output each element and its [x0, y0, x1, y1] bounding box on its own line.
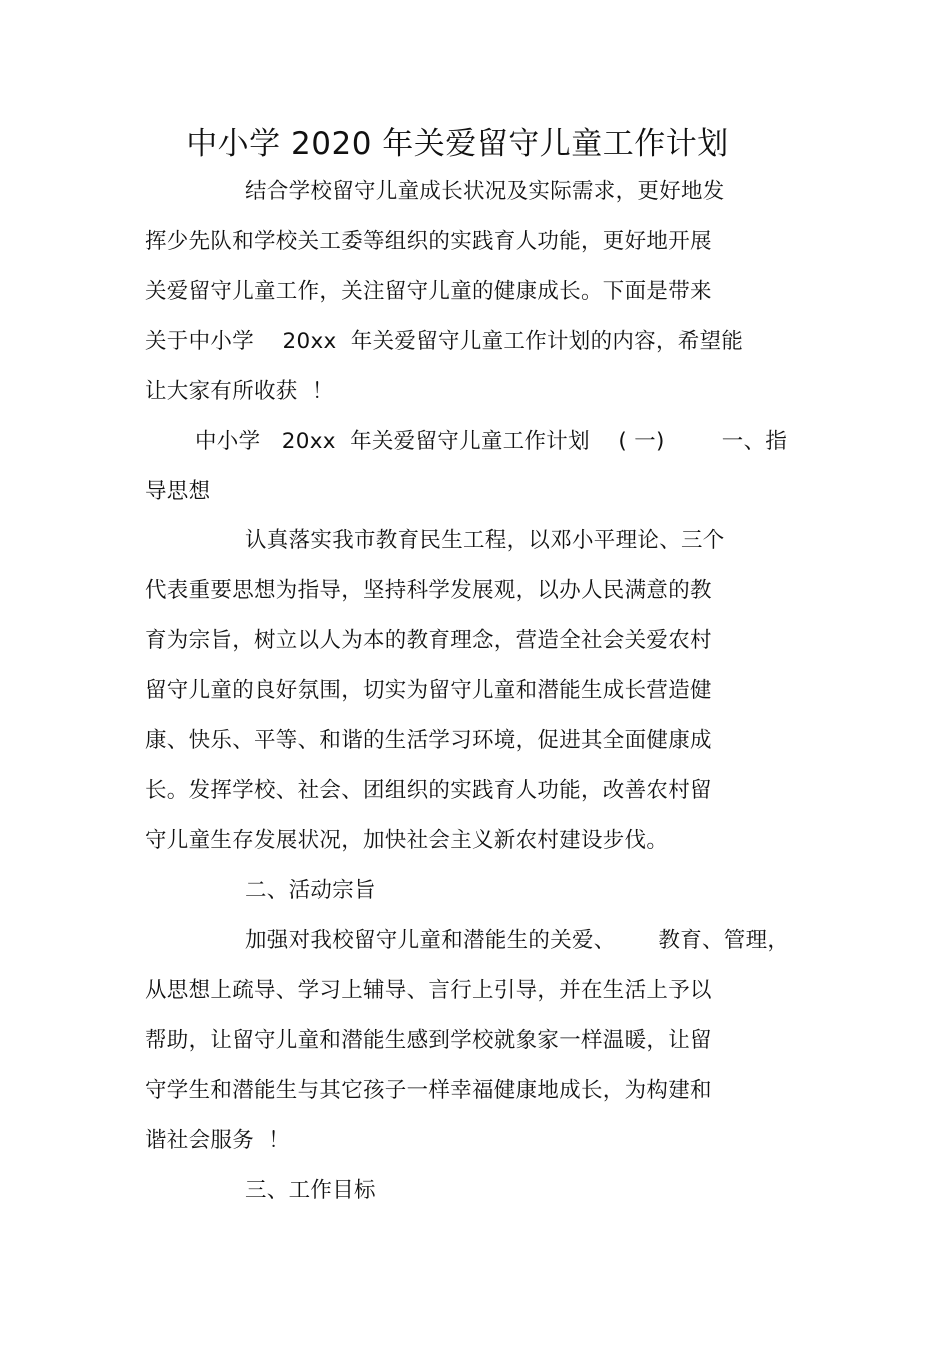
- section-heading-line: 中小学 20xx 年关爱留守儿童工作计划 ( 一) 一、指: [195, 429, 788, 454]
- paragraph-line: 从思想上疏导、学习上辅导、言行上引导，并在生活上予以: [145, 978, 712, 1003]
- paragraph-line: 留守儿童的良好氛围，切实为留守儿童和潜能生成长营造健: [145, 678, 712, 703]
- paragraph-line: 谐社会服务 ！: [145, 1128, 291, 1153]
- paragraph-line: 代表重要思想为指导，坚持科学发展观，以办人民满意的教: [145, 578, 712, 603]
- paragraph-line: 守儿童生存发展状况，加快社会主义新农村建设步伐。: [145, 828, 669, 853]
- section-heading-line: 导思想: [145, 479, 211, 504]
- paragraph-line: 挥少先队和学校关工委等组织的实践育人功能，更好地开展: [145, 229, 712, 254]
- paragraph-line: 康、快乐、平等、和谐的生活学习环境，促进其全面健康成: [145, 728, 712, 753]
- section-heading: 二、活动宗旨: [245, 878, 376, 903]
- paragraph-line: 关于中小学 20xx 年关爱留守儿童工作计划的内容，希望能: [145, 329, 744, 354]
- paragraph-line: 认真落实我市教育民生工程，以邓小平理论、三个: [245, 528, 725, 553]
- paragraph-line: 让大家有所收获 ！: [145, 379, 334, 404]
- paragraph-line: 守学生和潜能生与其它孩子一样幸福健康地成长，为构建和: [145, 1078, 712, 1103]
- paragraph-line: 帮助，让留守儿童和潜能生感到学校就象家一样温暖，让留: [145, 1028, 712, 1053]
- document-title: 中小学 2020 年关爱留守儿童工作计划: [186, 126, 729, 162]
- paragraph-line: 关爱留守儿童工作，关注留守儿童的健康成长。下面是带来: [145, 279, 712, 304]
- section-heading: 三、工作目标: [245, 1178, 376, 1203]
- paragraph-line: 加强对我校留守儿童和潜能生的关爱、 教育、管理，: [245, 928, 790, 953]
- paragraph-line: 结合学校留守儿童成长状况及实际需求，更好地发: [245, 179, 725, 204]
- paragraph-line: 长。发挥学校、社会、团组织的实践育人功能，改善农村留: [145, 778, 712, 803]
- paragraph-line: 育为宗旨，树立以人为本的教育理念，营造全社会关爱农村: [145, 628, 712, 653]
